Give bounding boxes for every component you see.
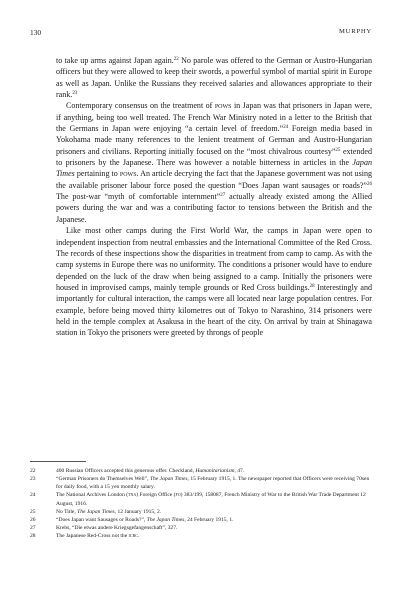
footnote-number: 26 <box>30 516 36 523</box>
text-run: . <box>137 533 140 540</box>
footnote <box>30 508 372 516</box>
text-run: The post-war “myth of comfortable internment” <box>56 192 221 202</box>
footnote <box>30 524 372 532</box>
footnote-number: 27 <box>30 525 36 532</box>
text-run: , 12 January 1915, 2. <box>114 508 162 515</box>
paragraph <box>56 225 372 338</box>
text-run: “Does Japan want Sausages or Roads?”, <box>56 516 147 523</box>
text-run: , 47. <box>234 468 245 474</box>
text-run: The National Archives London ( <box>56 492 129 499</box>
footnote-number: 28 <box>30 533 36 540</box>
footnote <box>30 532 372 540</box>
italic-text: The Japan Times <box>149 476 188 483</box>
text-run: Krebs, “Die etwas andere Kriegsgefangenschaft”, 327. <box>56 525 178 532</box>
body-text <box>56 55 372 339</box>
italic-text: Humanitarianism <box>195 468 235 474</box>
footnote-number: 23 <box>30 476 36 483</box>
footnote-ref: 28 <box>309 283 315 289</box>
paragraph <box>56 55 372 100</box>
text-run: pertaining to <box>74 169 120 179</box>
text-run: , 24 February 1915, 1. <box>184 516 234 523</box>
text-run: ) Foreign Office ( <box>136 492 176 499</box>
footnote <box>30 491 372 507</box>
text-run: “German Prisoners do Themselves Well”, <box>56 476 150 483</box>
footnote-ref: 22 <box>173 57 179 62</box>
footnote-rule <box>30 461 86 462</box>
smallcaps-text: fo <box>175 492 181 499</box>
text-run: extended to prisoners by the Japanese. There was however a notable bitterness in articles in the <box>56 146 372 168</box>
footnote-ref: 25 <box>335 147 341 153</box>
text-run: 400 Russian Officers accepted this generous offer. Checkland, <box>56 468 196 474</box>
text-run: to take up arms against Japan again. <box>56 56 174 65</box>
text-run: actually already existed among the Allied powers during the war and was a contributing factor to tensions between the British and the Japanese. <box>56 192 372 224</box>
footnote-number: 24 <box>30 492 36 499</box>
page-header <box>30 28 372 40</box>
text-run: , 15 February 1915, 1. The newspaper reported that Officers were receiving 70sen for daily food, with a 15 yen monthly salary. <box>56 476 370 491</box>
smallcaps-text: icrc <box>128 533 138 540</box>
page-number: 130 <box>30 28 42 37</box>
footnotes <box>30 467 372 540</box>
text-run: in Japan was that prisoners in Japan were, if anything, being too well treated. The French War Ministry noted in a letter to the British that the Germans in Japan were enjoying “a certain level of freedom.” <box>56 101 373 134</box>
running-head: MURPHY <box>338 28 372 35</box>
text-run: The Japanese Red-Cross not the <box>56 533 129 540</box>
smallcaps-text: tna <box>128 492 137 499</box>
footnote <box>30 516 372 524</box>
footnote-number: 25 <box>30 508 36 515</box>
text-run: No parole was offered to the German or Austro-Hungarian officers but they were allowed to keep their swords, a powerful symbol of martial spirit in Europe as well as Japan. Unlike the Russians they received salaries and allowances appropriate to their rank. <box>56 56 372 100</box>
footnote-number: 22 <box>30 468 36 474</box>
footnote <box>30 467 372 475</box>
paragraph <box>56 100 372 225</box>
smallcaps-text: pows <box>119 169 137 179</box>
footnote-ref: 23 <box>72 91 78 97</box>
text-run: ) 383/199, 158087, French Ministry of War to the British War Trade Department 12 August, 1916. <box>56 492 366 507</box>
italic-text: The Japan Times <box>146 516 185 523</box>
text-run: No Title, <box>56 508 78 515</box>
smallcaps-text: pows <box>214 101 232 111</box>
text-run: Like most other camps during the First World War, the camps in Japan were open to independent inspection from neutral embassies and the International Committee of the Red Cross. The records of these inspections show the disparities in treatment from camp to camp. As with the camp systems in Europe there was no uniformity. The conditions a prisoner would have to endure depended on the luck of the draw when being assigned to a camp. Initially the prisoners were housed in improvised camps, mainly temple grounds or Red Cross buildings. <box>56 226 372 292</box>
text-run: Contemporary consensus on the treatment of <box>66 101 215 111</box>
text-run: Interestingly and importantly for cultural interaction, the camps were all located near large population centres. For example, before being moved thirty kilometres out of Tokyo to Narashino, 314 prisoners were held in the temple complex at Asakusa in the heart of the city. On arrival by train at Shinagawa station in Tokyo the prisoners were greeted by throngs of people <box>56 282 373 338</box>
footnote-ref: 26 <box>367 181 372 187</box>
text-run: Foreign media based in Yokohama made many references to the lenient treatment of German and Austro-Hungarian prisoners and civilians. Reporting initially focused on the “most chivalrous courtesy” <box>56 124 372 156</box>
footnote <box>30 475 372 491</box>
footnote-ref: 27 <box>220 193 226 199</box>
text-run: . An article decrying the fact that the Japanese government was not using the available prisoner labour force posed the question “Does Japan want sausages or roads?” <box>56 169 372 190</box>
italic-text: The Japan Times <box>77 508 115 515</box>
italic-text: Japan Times <box>56 158 372 179</box>
footnote-ref: 24 <box>283 125 289 131</box>
